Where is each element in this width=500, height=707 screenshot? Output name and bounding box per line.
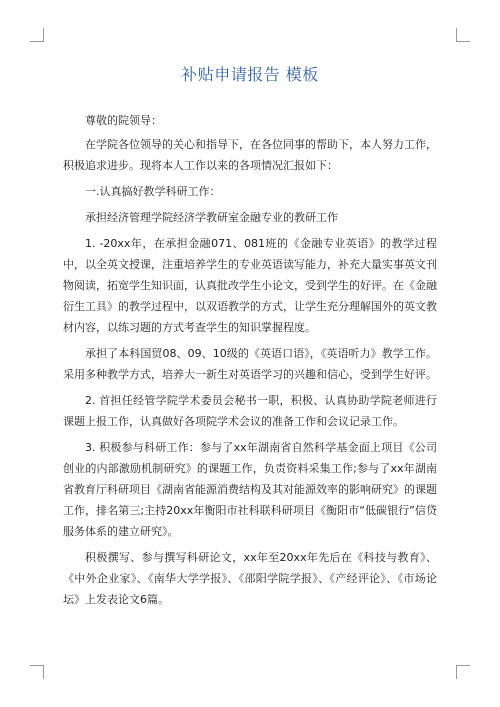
paragraph-responsibility: 承担经济管理学院经济学教研室金融专业的教研工作 — [85, 211, 338, 224]
page-corner-mark-top-right — [456, 28, 470, 42]
paragraph-oral-english: 承担了本科国贸08、09、10级的《英语口语》，《英语听力》教学工作。采用多种教学方式，培养大一新生对英语学习的兴趣和信心，受到学生好评。 — [63, 347, 437, 381]
paragraph-item-2: 2. 首担任经管学院学术委员会秘书一职，积极、认真协助学院老师进行课题上报工作，认真做好各项院学术会议的准备工作和会议记录工作。 — [63, 394, 437, 428]
page-corner-mark-bottom-left — [30, 665, 44, 679]
paragraph-intro: 在学院各位领导的关心和指导下，在各位同事的帮助下，本人努力工作，积极追求进步。现将本人工作以来的各项情况汇报如下： — [63, 138, 437, 172]
paragraph-item-1: 1. -20xx年，在承担金融071、081班的《金融专业英语》的教学过程中，以全英文授课，注重培养学生的专业英语读写能力，补充大量实事英文刊物阅读，拓宽学生知识面，认真批改学生小论文，受到学生的好评。在《金融衍生工具》的教学过程中，以双语教学的方式，让学生充分理解国外的英文教材内容，以练习题的方式考查学生的知识掌握程度。 — [63, 237, 437, 334]
document-body — [63, 110, 437, 615]
section-heading: 一.认真搞好教学科研工作： — [85, 185, 221, 198]
paragraph-item-3: 3. 积极参与科研工作：参与了xx年湖南省自然科学基金面上项目《公司创业的内部激励机制研究》的课题工作，负责资料采集工作;参与了xx年湖南省教育厅科研项目《湖南省能源消费结构及其对能源效率的影响研究》的课题工作，排名第三;主持20xx年衡阳市社科联科研项目《衡阳市“低碳银行”信贷服务体系的建立研究》。 — [63, 441, 437, 538]
paragraph-publications: 积极撰写、参与撰写科研论文，xx年至20xx年先后在《科技与教育》、《中外企业家》、《南华大学学报》、《邵阳学院学报》、《产经评论》、《市场论坛》上发表论文6篇。 — [63, 551, 437, 606]
document-title: 补贴申请报告 模板 — [181, 65, 319, 84]
salutation: 尊敬的院领导： — [85, 114, 162, 127]
page-corner-mark-bottom-right — [456, 665, 470, 679]
page-corner-mark-top-left — [30, 28, 44, 42]
